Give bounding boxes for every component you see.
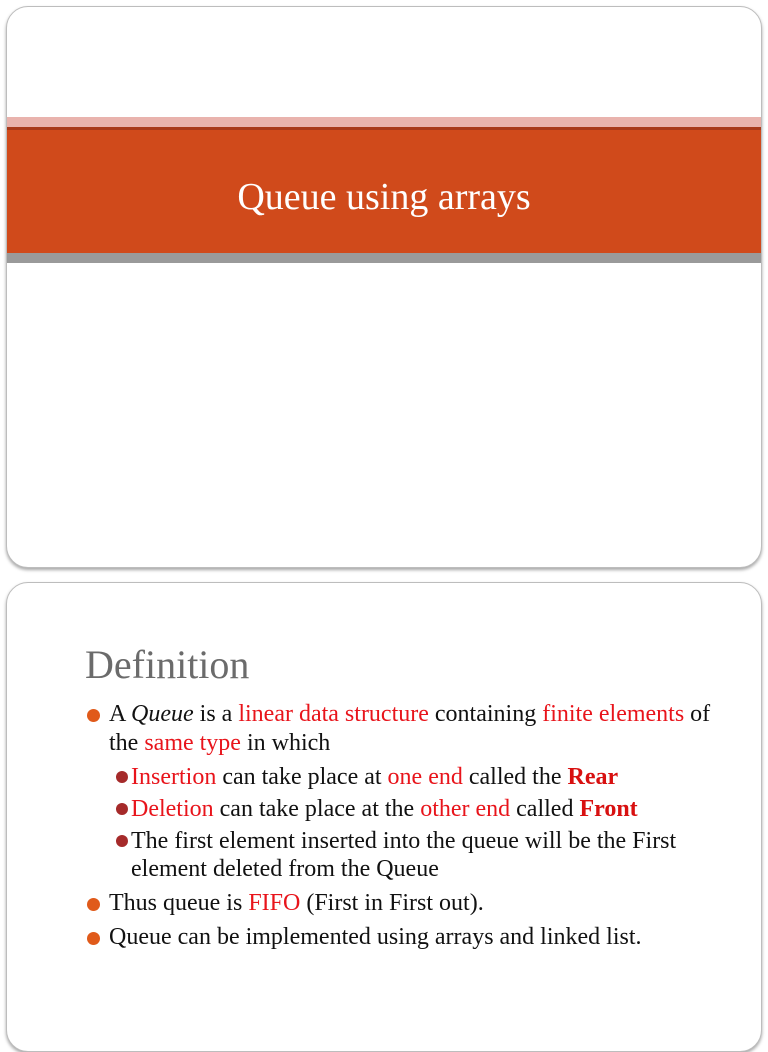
finite-elements-term: finite elements bbox=[542, 701, 685, 727]
implementation-text: Queue can be implemented using arrays and linked list. bbox=[109, 924, 642, 950]
bullet-fifo bbox=[85, 889, 745, 918]
text-segment: A bbox=[109, 701, 132, 727]
linear-data-structure-term: linear data structure bbox=[238, 701, 429, 727]
front-term: Front bbox=[579, 796, 638, 822]
bullet-dot-icon bbox=[87, 709, 100, 722]
sub-bullet-dot-icon bbox=[116, 803, 128, 815]
insertion-term: Insertion bbox=[131, 764, 217, 790]
text-segment: (First in First out). bbox=[300, 890, 484, 916]
sub-bullet-insertion bbox=[85, 763, 745, 791]
text-segment: called the bbox=[462, 764, 568, 790]
text-segment: in which bbox=[240, 730, 331, 756]
sub-bullet-dot-icon bbox=[116, 835, 128, 847]
queue-term: Queue bbox=[131, 701, 194, 727]
bullet-queue-definition bbox=[85, 700, 745, 758]
definition-slide bbox=[6, 582, 762, 1052]
text-segment: containing bbox=[428, 701, 543, 727]
title-band-top-stripe bbox=[7, 117, 761, 127]
bullet-list bbox=[85, 700, 745, 957]
slide-title: Queue using arrays bbox=[237, 175, 531, 218]
sub-bullet-first-element bbox=[85, 827, 745, 883]
bullet-dot-icon bbox=[87, 932, 100, 945]
text-segment: of the bbox=[109, 701, 711, 756]
bullet-dot-icon bbox=[87, 898, 100, 911]
text-segment: is a bbox=[193, 701, 239, 727]
fifo-term: FIFO bbox=[248, 890, 301, 916]
title-band-bottom-stripe bbox=[7, 253, 761, 263]
text-segment: Thus queue is bbox=[109, 890, 249, 916]
sub-bullet-deletion bbox=[85, 795, 745, 823]
deletion-term: Deletion bbox=[131, 796, 214, 822]
one-end-term: one end bbox=[387, 764, 463, 790]
text-segment: can take place at the bbox=[213, 796, 421, 822]
text-segment: called bbox=[510, 796, 580, 822]
text-segment: can take place at bbox=[216, 764, 388, 790]
title-band bbox=[7, 127, 761, 253]
sub-bullet-dot-icon bbox=[116, 771, 128, 783]
first-element-text: The first element inserted into the queue will be the First element deleted from the Queue bbox=[131, 828, 677, 882]
title-slide bbox=[6, 6, 762, 568]
rear-term: Rear bbox=[567, 764, 619, 790]
slide-heading: Definition bbox=[85, 642, 250, 687]
same-type-term: same type bbox=[144, 730, 241, 756]
other-end-term: other end bbox=[420, 796, 511, 822]
bullet-implementation bbox=[85, 923, 745, 952]
